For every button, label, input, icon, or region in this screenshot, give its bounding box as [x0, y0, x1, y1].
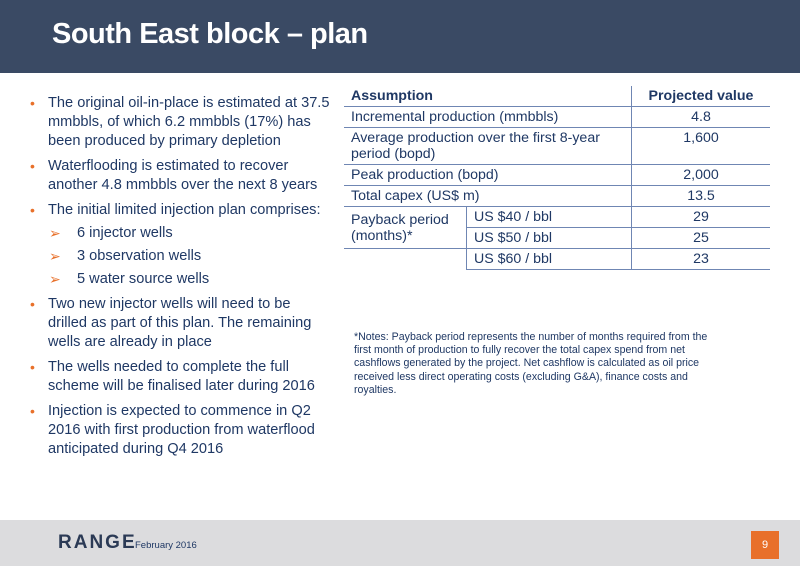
- sub-bullet-text: 5 water source wells: [77, 271, 210, 287]
- payback-value: 23: [632, 249, 771, 270]
- row-label: Average production over the first 8-year period (bopd): [344, 128, 632, 165]
- table-row: [344, 186, 770, 207]
- page-number: 9: [751, 531, 779, 559]
- bullet-text: Waterflooding is estimated to recover another 4.8 mmbbls over the next 8 years: [48, 158, 318, 193]
- sub-bullet-item: [30, 270, 330, 289]
- bullet-text: The wells needed to complete the full scheme will be finalised later during 2016: [48, 359, 315, 394]
- bullet-item: [30, 94, 330, 151]
- row-value: 4.8: [632, 107, 771, 128]
- bullet-text: The original oil-in-place is estimated at 37.5 mmbbls, of which 6.2 mmbbls (17%) has been produced by primary depletion: [48, 95, 330, 149]
- payback-label: Payback period (months)*: [344, 207, 467, 249]
- bullet-item: [30, 157, 330, 195]
- arrow-icon: ➢: [49, 248, 61, 264]
- assumptions-table: [344, 86, 770, 270]
- table-row: [344, 128, 770, 165]
- bullet-dot-icon: •: [30, 95, 35, 111]
- arrow-icon: ➢: [49, 271, 61, 287]
- payback-price: US $60 / bbl: [467, 249, 632, 270]
- range-logo: [58, 532, 137, 554]
- logo-text: RANGE: [58, 532, 137, 553]
- table-notes: *Notes: Payback period represents the number of months required from the first month of production to fully recover the total capex spend from net cashflows generated by the project. Net cashflow is calculated as oil price received less direct operating costs (excluding G&A), finance costs and royalties.: [354, 331, 708, 396]
- sub-bullet-text: 6 injector wells: [77, 225, 173, 241]
- row-label: Peak production (bopd): [344, 165, 632, 186]
- bullet-text: Two new injector wells will need to be drilled as part of this plan. The remaining wells are already in place: [48, 296, 312, 350]
- bullet-text: Injection is expected to commence in Q2 2016 with first production from waterflood anticipated during Q4 2016: [48, 403, 315, 457]
- payback-price: US $50 / bbl: [467, 228, 632, 249]
- footer-date: February 2016: [135, 540, 197, 551]
- row-value: 2,000: [632, 165, 771, 186]
- header-projected-value: Projected value: [632, 86, 771, 107]
- arrow-icon: ➢: [49, 225, 61, 241]
- header-assumption: Assumption: [344, 86, 632, 107]
- bullet-dot-icon: •: [30, 359, 35, 375]
- row-label: Total capex (US$ m): [344, 186, 632, 207]
- bullet-dot-icon: •: [30, 202, 35, 218]
- payback-value: 25: [632, 228, 771, 249]
- bullet-item: [30, 402, 330, 459]
- footer-bar: [0, 520, 800, 566]
- sub-bullet-text: 3 observation wells: [77, 248, 202, 264]
- bullet-item: [30, 358, 330, 396]
- payback-price: US $40 / bbl: [467, 207, 632, 228]
- payback-empty-cell: [344, 249, 467, 270]
- title-bar: [0, 0, 800, 73]
- table-row: [344, 107, 770, 128]
- table-row: [344, 207, 770, 228]
- bullet-list: [30, 94, 330, 465]
- bullet-text: The initial limited injection plan comprises:: [48, 202, 321, 218]
- bullet-item: [30, 201, 330, 220]
- row-label: Incremental production (mmbbls): [344, 107, 632, 128]
- bullet-item: [30, 295, 330, 352]
- bullet-dot-icon: •: [30, 296, 35, 312]
- row-value: 13.5: [632, 186, 771, 207]
- sub-bullet-item: [30, 224, 330, 243]
- payback-value: 29: [632, 207, 771, 228]
- slide-title: South East block – plan: [52, 18, 368, 50]
- table-row: [344, 165, 770, 186]
- row-value: 1,600: [632, 128, 771, 165]
- sub-bullet-item: [30, 247, 330, 266]
- table-row: [344, 249, 770, 270]
- bullet-dot-icon: •: [30, 403, 35, 419]
- table-header-row: [344, 86, 770, 107]
- bullet-dot-icon: •: [30, 158, 35, 174]
